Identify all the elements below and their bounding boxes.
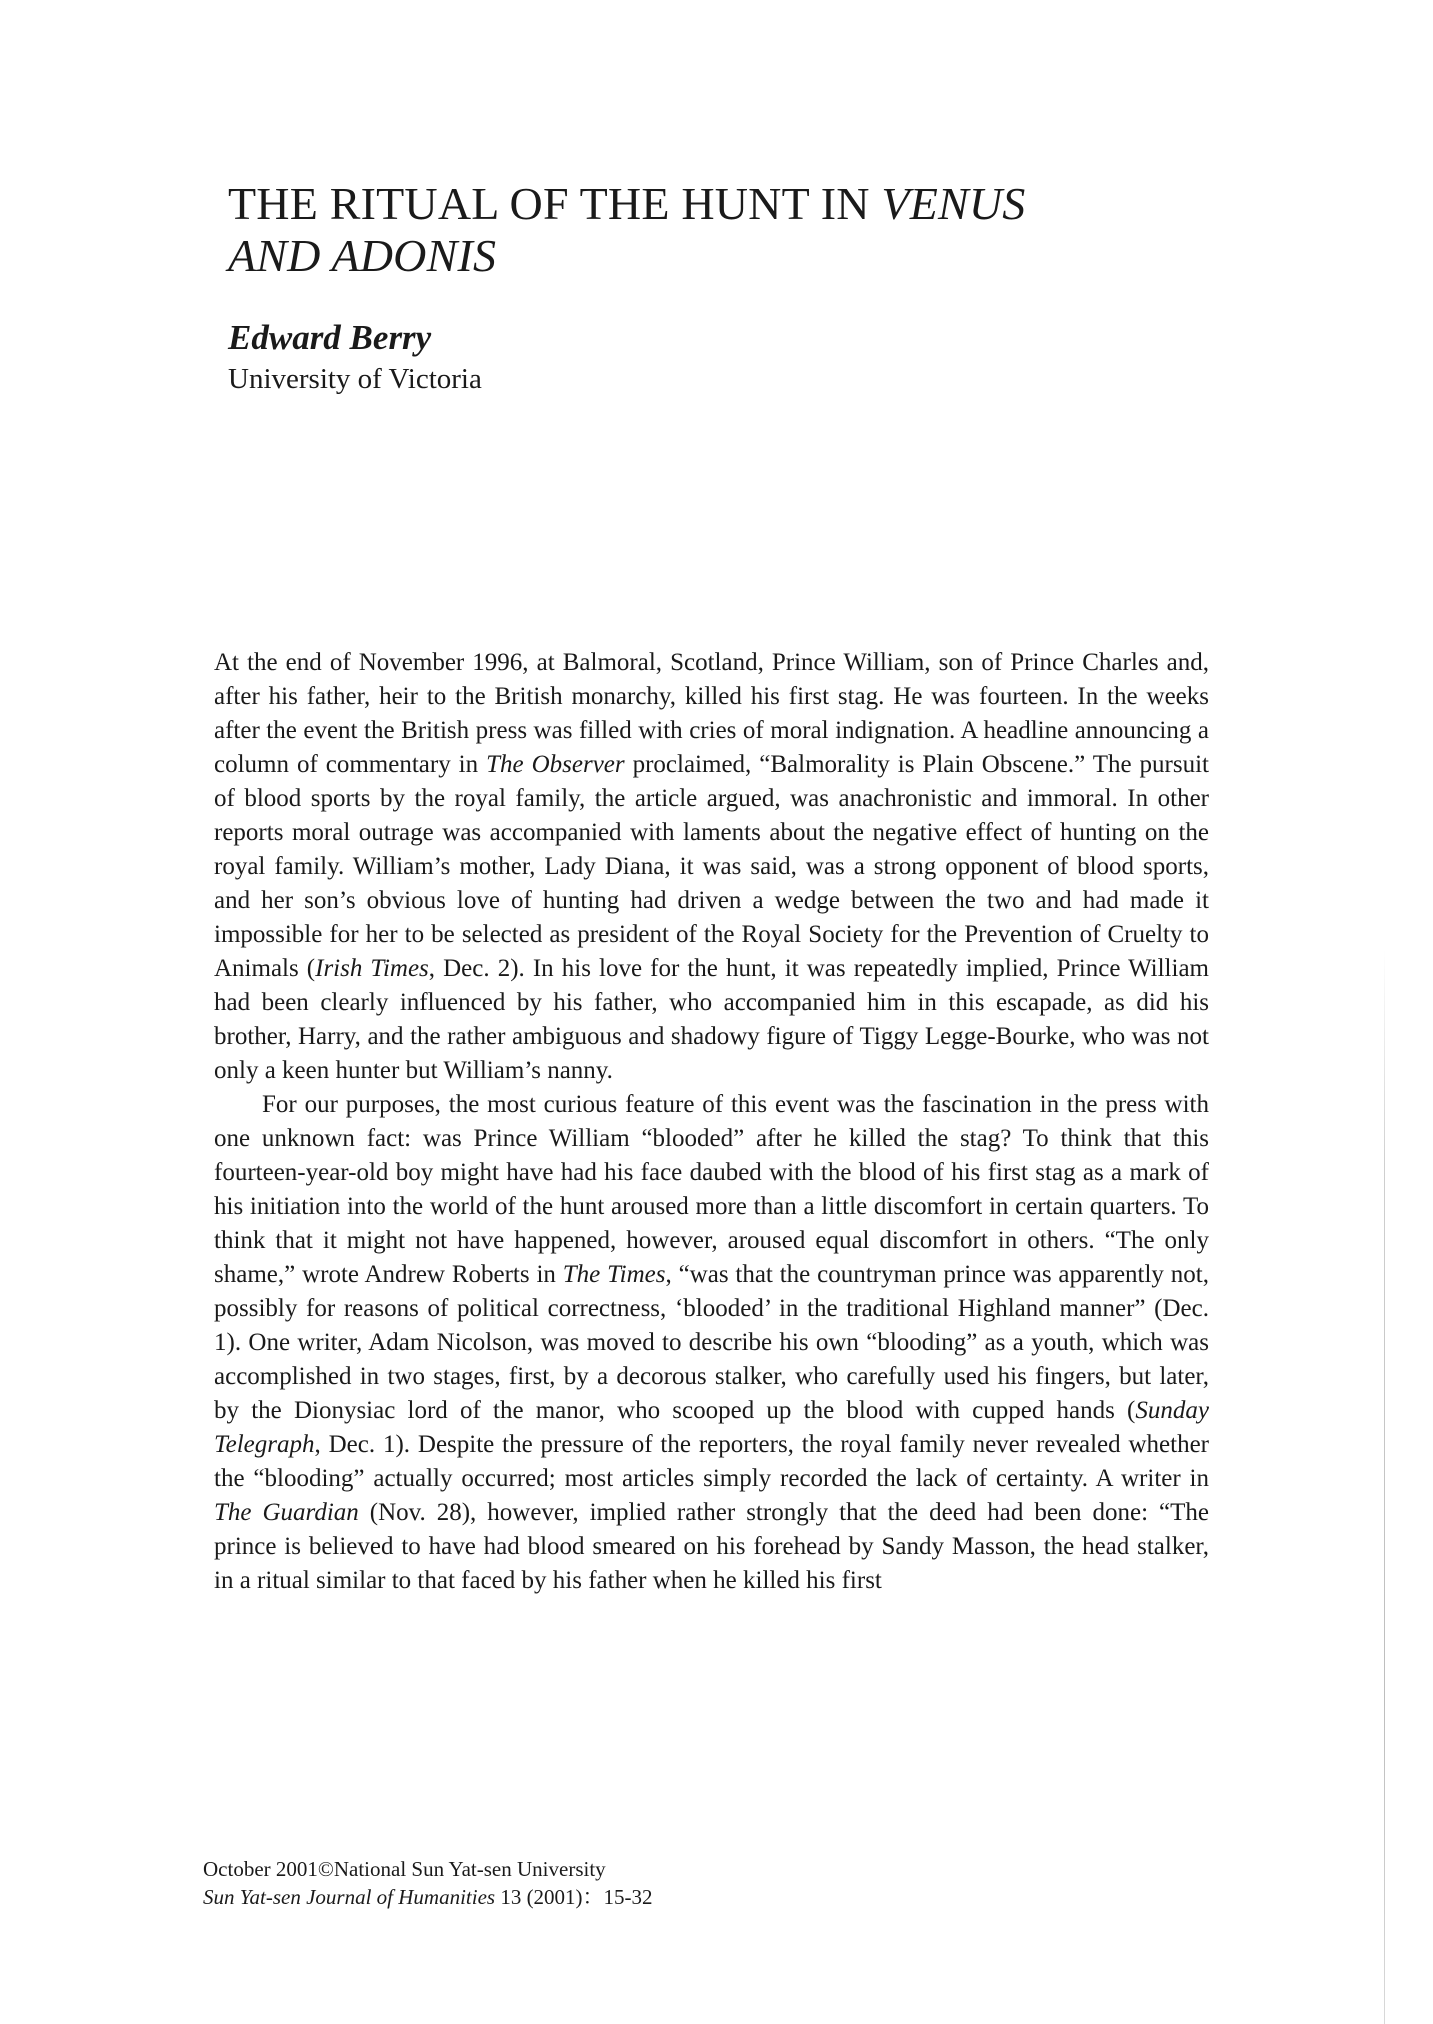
p1-citation-observer: The Observer [486,751,625,778]
p2-text: (Nov. 28), however, implied rather strongly that the deed had been done: “The prince is believed to have had blood smeared on his forehead by Sandy Masson, the head stalker, in a ritual similar to that faced by his father when he killed his first [214,1499,1209,1594]
p2-citation-guardian: The Guardian [214,1499,359,1526]
p1-text: proclaimed, “Balmorality is Plain Obscene.” The pursuit of blood sports by the royal family, the article argued, was anachronistic and immoral. In other reports moral outrage was accompanied with laments about the negative effect of hunting on the royal family. William’s mother, Lady Diana, it was said, was a strong opponent of blood sports, and her son’s obvious love of hunting had driven a wedge between the two and had made it impossible for her to be selected as president of the Royal Society for the Prevention of Cruelty to Animals ( [214,751,1209,982]
paragraph-1 [214,646,1209,1088]
title-text: THE RITUAL OF THE HUNT IN [228,178,882,229]
p1-citation-irish-times: Irish Times [315,955,429,982]
article-body [214,646,1209,1598]
p2-citation-the-times: The Times [562,1261,666,1288]
footer-copyright: October 2001©National Sun Yat-sen University [203,1857,606,1881]
p2-text: For our purposes, the most curious feature of this event was the fascination in the press with one unknown fact: was Prince William “blooded” after he killed the stag? To think that this fourteen-year-old boy might have had his face daubed with the blood of his first stag as a mark of his initiation into the world of the hunt aroused more than a little discomfort in certain quarters. To think that it might not have happened, however, aroused equal discomfort in others. “The only shame,” wrote Andrew Roberts in [214,1091,1209,1288]
p1-text: , Dec. 2). In his love for the hunt, it was repeatedly implied, Prince William had been clearly influenced by his father, who accompanied him in this escapade, as did his brother, Harry, and the rather ambiguous and shadowy figure of Tiggy Legge-Bourke, who was not only a keen hunter but William’s nanny. [214,955,1209,1084]
p2-text: , “was that the countryman prince was apparently not, possibly for reasons of political correctness, ‘blooded’ in the traditional Highland manner” (Dec. 1). One writer, Adam Nicolson, was moved to describe his own “blooding” as a youth, which was accomplished in two stages, first, by a decorous stalker, who carefully used his fingers, but later, by the Dionysiac lord of the manor, who scooped up the blood with cupped hands ( [214,1261,1209,1424]
paragraph-2 [214,1088,1209,1598]
author-affiliation: University of Victoria [228,363,482,395]
p1-text: At the end of November 1996, at Balmoral, Scotland, Prince William, son of Prince Charles and, after his father, heir to the British monarchy, killed his first stag. He was fourteen. In the weeks after the event the British press was filled with cries of moral indignation. A headline announcing a column of commentary in [214,649,1209,778]
p2-citation-sunday-telegraph: Sunday Telegraph [214,1397,1209,1458]
page-footer [203,1855,653,1911]
article-title [228,178,1178,282]
title-italic-and-adonis: AND ADONIS [228,230,497,281]
author-name: Edward Berry [228,318,432,357]
footer-journal-citation [203,1883,653,1911]
p2-text: , Dec. 1). Despite the pressure of the reporters, the royal family never revealed whether the “blooding” actually occurred; most articles simply recorded the lack of certainty. A writer in [214,1431,1209,1492]
footer-issue: 13 (2001)：15-32 [495,1885,653,1909]
footer-journal-name: Sun Yat-sen Journal of Humanities [203,1885,496,1909]
scan-edge-line [1384,950,1385,2024]
title-italic-venus: VENUS [881,178,1026,229]
